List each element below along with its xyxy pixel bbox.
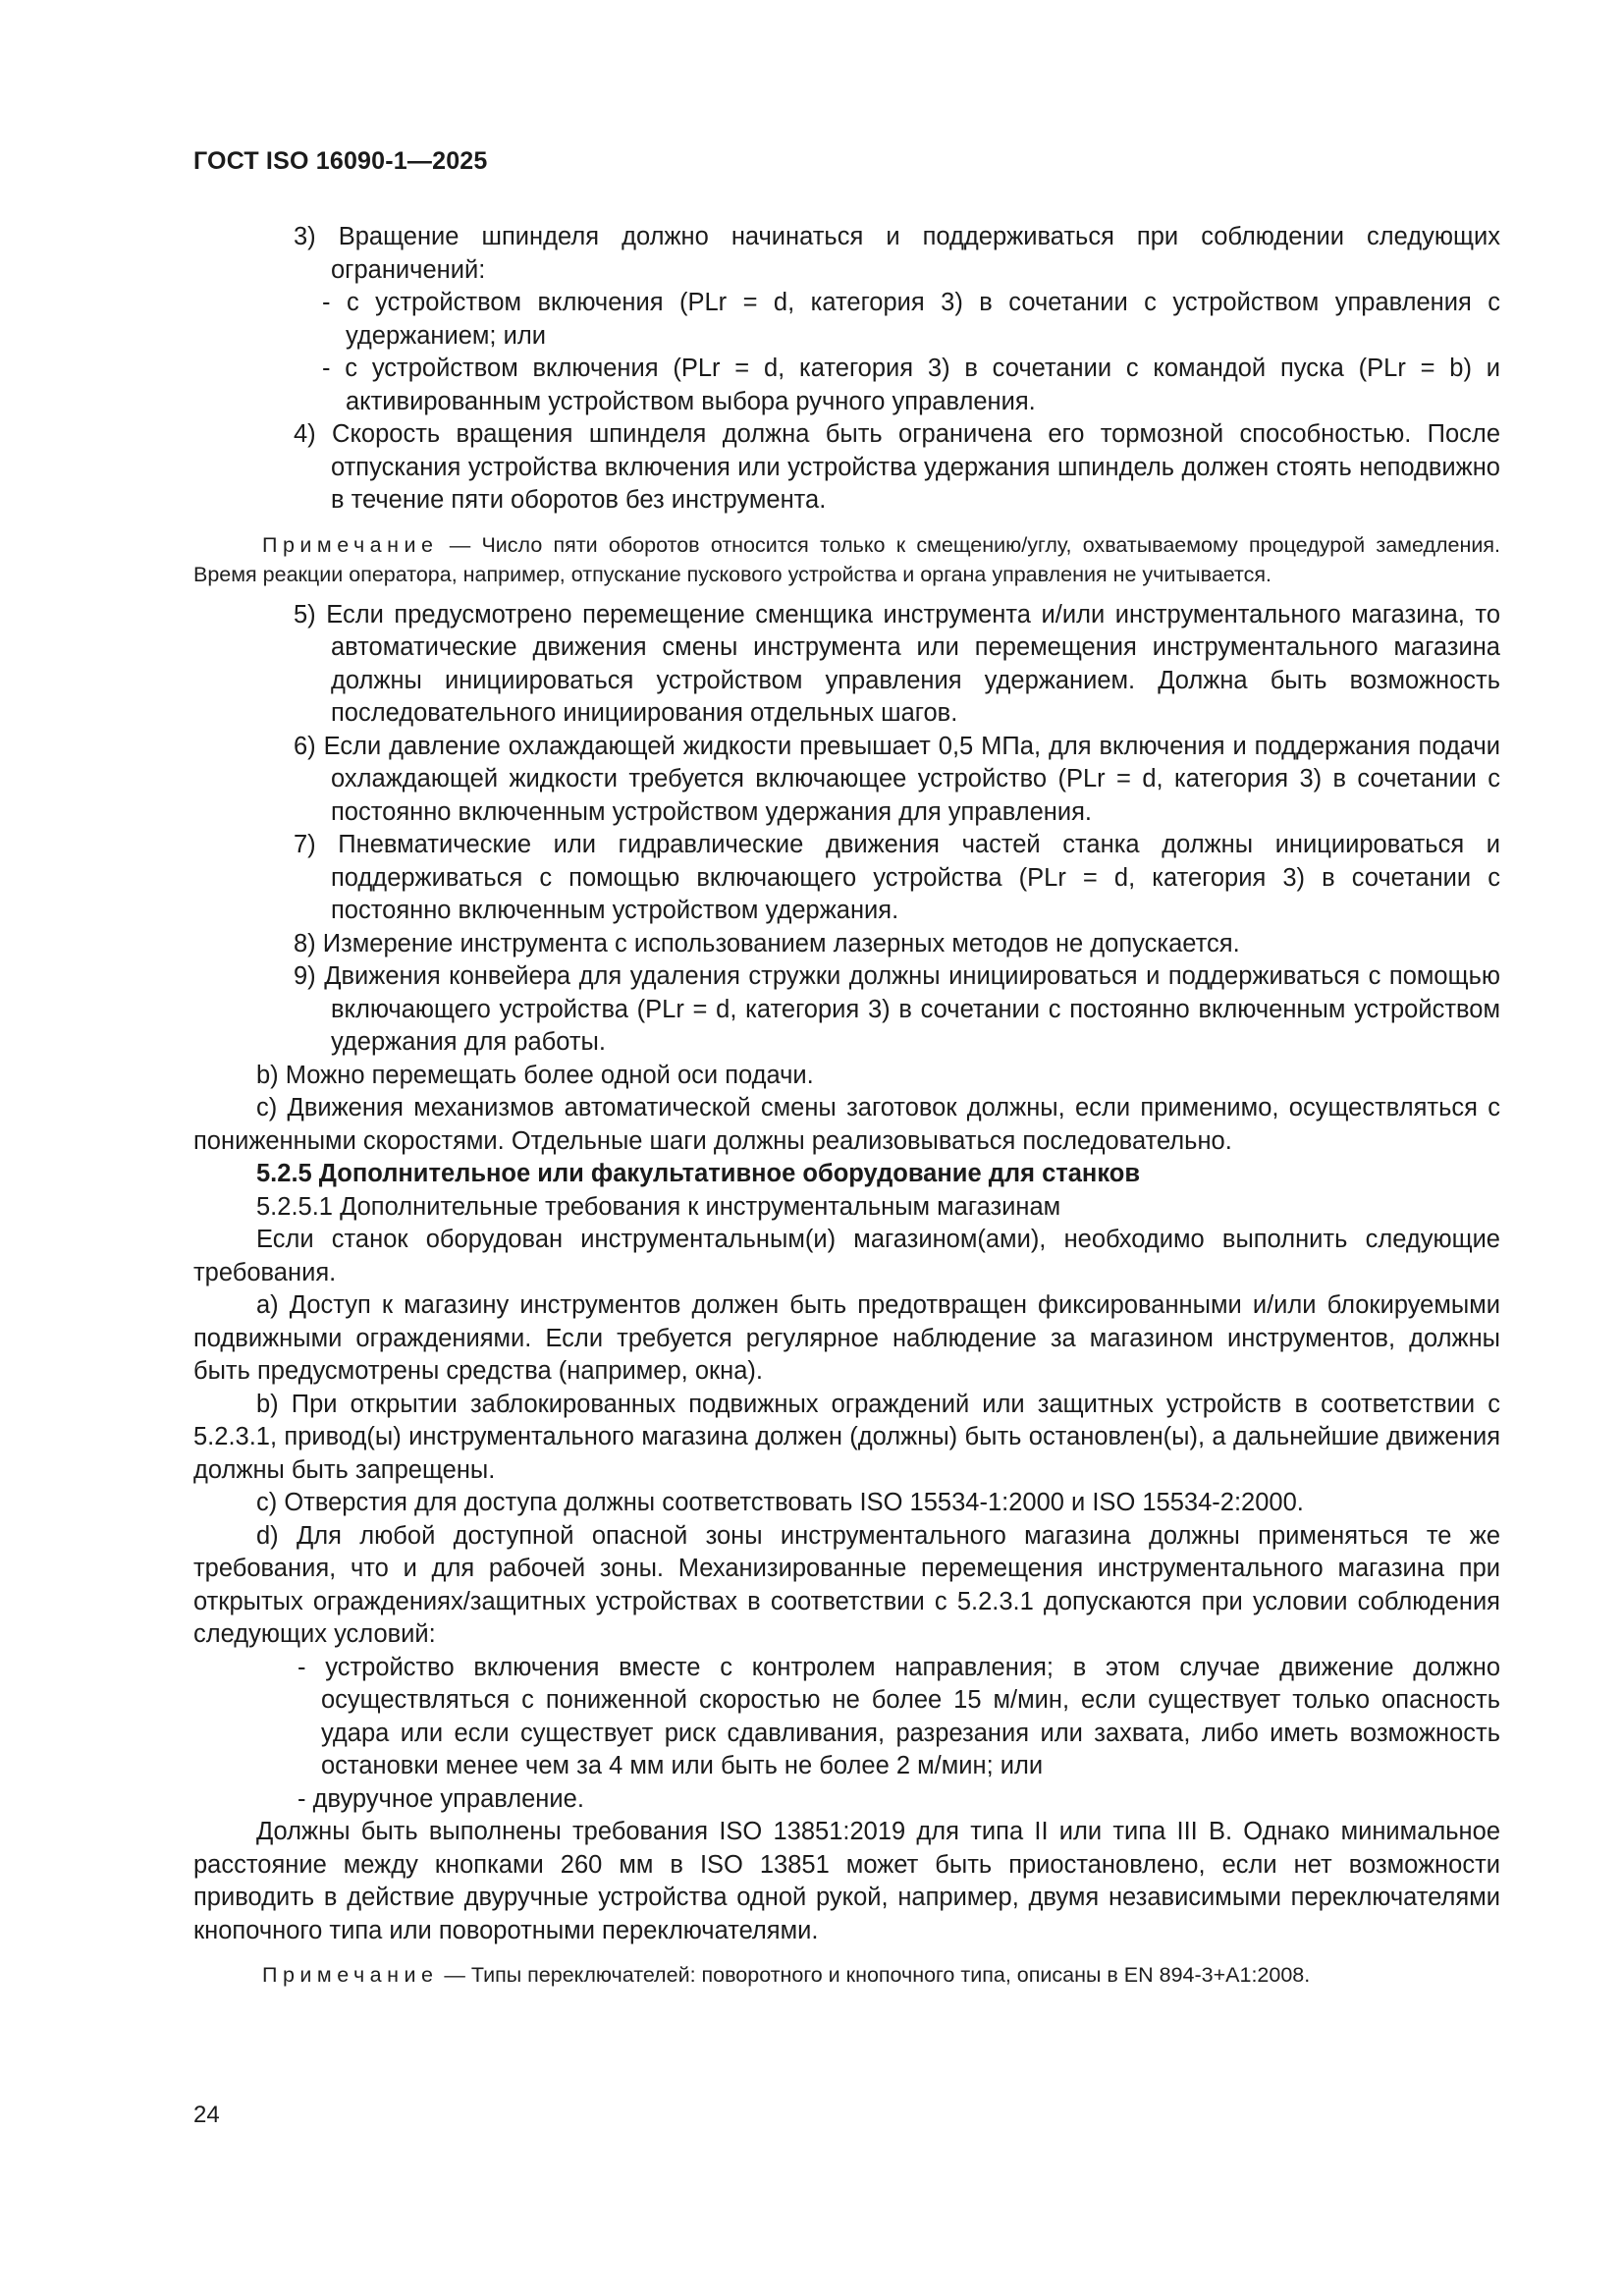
list-item-3: 3) Вращение шпинделя должно начинаться и поддерживаться при соблюдении следующих ограничений:: [294, 223, 1500, 284]
note-text: — Типы переключателей: поворотного и кнопочного типа, описаны в EN 894-3+A1:2008.: [438, 1963, 1311, 1987]
note-2: [193, 1960, 1500, 1990]
page-number: 24: [193, 2102, 220, 2128]
requirement-d: d) Для любой доступной опасной зоны инструментального магазина должны применяться те же требования, что и для рабочей зоны. Механизированные перемещения инструментального магазина при открытых ограждениях/защитных устройствах в соответствии с 5.2.3.1 допускаются при условии соблюдения следующих условий:: [193, 1521, 1500, 1648]
requirement-c: c) Отверстия для доступа должны соответствовать ISO 15534-1:2000 и ISO 15534-2:2000.: [256, 1489, 1304, 1516]
note-label: Примечание: [262, 1963, 439, 1987]
note-text: — Число пяти оборотов относится только к смещению/углу, охватываемому процедурой замедления. Время реакции оператора, например, отпускание пускового устройства и органа управления не учитывается.: [193, 532, 1500, 586]
note-label: Примечание: [262, 532, 439, 557]
requirement-d-dash-2: - двуручное управление.: [298, 1784, 584, 1813]
intro-paragraph: Если станок оборудован инструментальным(и) магазином(ами), необходимо выполнить следующие требования.: [193, 1226, 1500, 1286]
document-body: [193, 221, 1500, 1990]
note-1: [193, 530, 1500, 589]
list-item-3-dash-2: - с устройством включения (PLr = d, категория 3) в сочетании с командой пуска (PLr = b) и активированным устройством выбора ручного управления.: [322, 355, 1500, 415]
list-item-8: 8) Измерение инструмента с использованием лазерных методов не допускается.: [294, 929, 1240, 957]
paragraph-c: c) Движения механизмов автоматической смены заготовок должны, если применимо, осуществляться с пониженными скоростями. Отдельные шаги должны реализовываться последовательно.: [193, 1094, 1500, 1155]
list-item-7: 7) Пневматические или гидравлические движения частей станка должны инициироваться и поддерживаться с помощью включающего устройства (PLr = d, категория 3) в сочетании с постоянно включенным устройством удержания.: [294, 831, 1500, 924]
list-item-5: 5) Если предусмотрено перемещение сменщика инструмента и/или инструментального магазина, то автоматические движения смены инструмента или перемещения инструментального магазина должны инициироваться устройством управления удержанием. Должна быть возможность последовательного инициирования отдельных шагов.: [294, 600, 1500, 727]
final-paragraph: Должны быть выполнены требования ISO 13851:2019 для типа II или типа III B. Однако минимальное расстояние между кнопками 260 мм в ISO 13851 может быть приостановлено, если нет возможности приводить в действие двуручные устройства одной рукой, например, двумя независимыми переключателями кнопочного типа или поворотными переключателями.: [193, 1818, 1500, 1944]
list-item-9: 9) Движения конвейера для удаления стружки должны инициироваться и поддерживаться с помощью включающего устройства (PLr = d, категория 3) в сочетании с постоянно включенным устройством удержания для работы.: [294, 962, 1500, 1056]
list-item-4: 4) Скорость вращения шпинделя должна быть ограничена его тормозной способностью. После отпускания устройства включения или устройства удержания шпиндель должен стоять неподвижно в течение пяти оборотов без инструмента.: [294, 420, 1500, 514]
list-item-6: 6) Если давление охлаждающей жидкости превышает 0,5 МПа, для включения и поддержания подачи охлаждающей жидкости требуется включающее устройство (PLr = d, категория 3) в сочетании с постоянно включенным устройством удержания для управления.: [294, 732, 1500, 826]
requirement-a: a) Доступ к магазину инструментов должен быть предотвращен фиксированными и/или блокируемыми подвижными ограждениями. Если требуется регулярное наблюдение за магазином инструментов, должны быть предусмотрены средства (например, окна).: [193, 1291, 1500, 1385]
list-item-3-dash-1: - с устройством включения (PLr = d, категория 3) в сочетании с устройством управления с удержанием; или: [322, 289, 1500, 350]
paragraph-b: b) Можно перемещать более одной оси подачи.: [256, 1061, 814, 1089]
requirement-b: b) При открытии заблокированных подвижных ограждений или защитных устройств в соответствии с 5.2.3.1, привод(ы) инструментального магазина должен (должны) быть остановлен(ы), а дальнейшие движения должны быть запрещены.: [193, 1390, 1500, 1484]
requirement-d-dash-1: - устройство включения вместе с контролем направления; в этом случае движение должно осуществляться с пониженной скоростью не более 15 м/мин, если существует только опасность удара или если существует риск сдавливания, разрезания или захвата, либо иметь возможность остановки менее чем за 4 мм или быть не более 2 м/мин; или: [298, 1653, 1500, 1779]
section-heading-5-2-5: 5.2.5 Дополнительное или факультативное оборудование для станков: [256, 1160, 1140, 1187]
subsection-5-2-5-1: 5.2.5.1 Дополнительные требования к инструментальным магазинам: [256, 1192, 1061, 1221]
document-header: ГОСТ ISO 16090-1—2025: [193, 147, 488, 175]
